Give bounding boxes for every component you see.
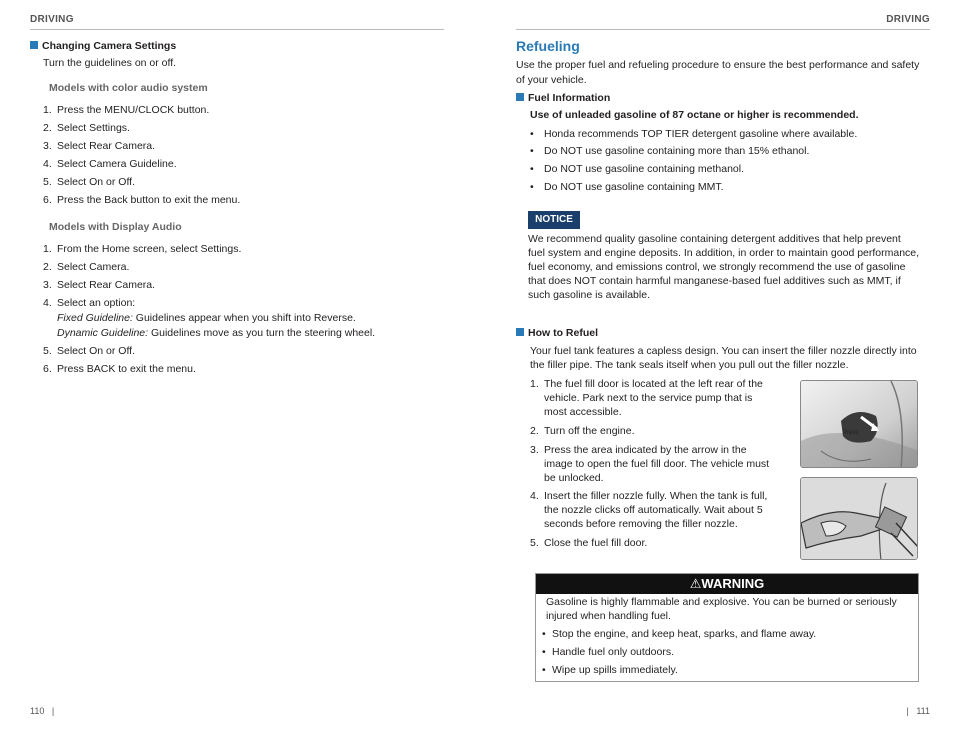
- page-number: 110 |: [30, 706, 55, 716]
- warning-triangle-icon: ⚠: [689, 576, 702, 591]
- heading-text: Changing Camera Settings: [42, 40, 177, 52]
- fuel-door-image: [800, 380, 918, 468]
- step: 1. Press the MENU/CLOCK button.: [43, 104, 210, 116]
- refuel-step-cont: most accessible.: [544, 406, 622, 418]
- intro-line: of your vehicle.: [516, 74, 587, 86]
- step: 4. Select an option:: [43, 297, 136, 309]
- option-fixed: Fixed Guideline: Guidelines appear when you shift into Reverse.: [57, 312, 356, 324]
- fuel-bullet: • Do NOT use gasoline containing MMT.: [530, 181, 724, 193]
- section-square-icon: [516, 93, 524, 101]
- fuel-bullet: • Honda recommends TOP TIER detergent gasoline where available.: [530, 128, 858, 140]
- press-label: Press: [843, 430, 859, 436]
- warning-header: ⚠WARNING: [536, 574, 918, 594]
- section-header: DRIVING: [30, 14, 74, 25]
- warning-bullet: • Stop the engine, and keep heat, sparks, and flame away.: [542, 628, 817, 640]
- step: 5. Select On or Off.: [43, 176, 136, 188]
- refuel-step: 3. Press the area indicated by the arrow in the: [530, 444, 747, 456]
- section-header: DRIVING: [886, 14, 930, 25]
- intro-line: Use the proper fuel and refueling procedure to ensure the best performance and safety: [516, 59, 920, 71]
- option-dynamic: Dynamic Guideline: Guidelines move as you turn the steering wheel.: [57, 327, 376, 339]
- section-square-icon: [516, 328, 524, 336]
- refuel-step: 1. The fuel fill door is located at the left rear of the: [530, 378, 763, 390]
- fuel-info-heading: Fuel Information: [516, 92, 610, 104]
- fuel-door-illustration: [801, 381, 918, 468]
- refuel-step-cont: be unlocked.: [544, 472, 604, 484]
- notice-line: fuel economy, and emissions control, we strongly recommend the use of gasoline: [528, 261, 906, 273]
- notice-line: that does NOT contain harmful manganese-based fuel additives such as MMT, if: [528, 275, 901, 287]
- refuel-step-cont: seconds before removing the filler nozzle.: [544, 518, 738, 530]
- camera-settings-heading: [30, 40, 176, 52]
- notice-line: such gasoline is available.: [528, 289, 650, 301]
- step: 6. Press the Back button to exit the menu.: [43, 194, 241, 206]
- section-square-icon: [30, 41, 38, 49]
- warning-box: [535, 573, 919, 682]
- right-page: [480, 0, 960, 738]
- warning-line: injured when handling fuel.: [546, 610, 671, 622]
- header-rule: [30, 29, 444, 30]
- refuel-step-cont: the nozzle clicks off automatically. Wait about 5: [544, 504, 763, 516]
- refuel-heading: How to Refuel: [516, 327, 598, 339]
- page-number: | 111: [906, 706, 930, 716]
- page-title: Refueling: [516, 38, 580, 54]
- step: 3. Select Rear Camera.: [43, 140, 156, 152]
- refuel-step: 5. Close the fuel fill door.: [530, 537, 648, 549]
- refuel-step-cont: image to open the fuel fill door. The vehicle must: [544, 458, 770, 470]
- nozzle-illustration: [801, 478, 918, 560]
- refuel-intro-line: Your fuel tank features a capless design. You can insert the filler nozzle directly into: [530, 345, 917, 357]
- step: 2. Select Settings.: [43, 122, 130, 134]
- warning-bullet: • Wipe up spills immediately.: [542, 664, 678, 676]
- warning-line: Gasoline is highly flammable and explosive. You can be burned or seriously: [546, 596, 897, 608]
- step: 4. Select Camera Guideline.: [43, 158, 177, 170]
- group1-title: Models with color audio system: [49, 82, 208, 94]
- fuel-bullet: • Do NOT use gasoline containing methanol.: [530, 163, 745, 175]
- refuel-step: 2. Turn off the engine.: [530, 425, 635, 437]
- header-rule: [516, 29, 930, 30]
- intro-text: Turn the guidelines on or off.: [43, 57, 177, 69]
- step: 6. Press BACK to exit the menu.: [43, 363, 196, 375]
- notice-line: We recommend quality gasoline containing detergent additives that help prevent: [528, 233, 901, 245]
- notice-line: fuel system and engine deposits. In addition, in order to maintain good performance,: [528, 247, 920, 259]
- fuel-bullet: • Do NOT use gasoline containing more than 15% ethanol.: [530, 145, 810, 157]
- refuel-step: 4. Insert the filler nozzle fully. When the tank is full,: [530, 490, 768, 502]
- refuel-step-cont: vehicle. Park next to the service pump that is: [544, 392, 753, 404]
- step: 3. Select Rear Camera.: [43, 279, 156, 291]
- group2-title: Models with Display Audio: [49, 221, 182, 233]
- fuel-info-bold: Use of unleaded gasoline of 87 octane or higher is recommended.: [530, 109, 859, 121]
- notice-badge: NOTICE: [528, 211, 580, 229]
- step: 5. Select On or Off.: [43, 345, 136, 357]
- nozzle-image: [800, 477, 918, 560]
- step: 1. From the Home screen, select Settings.: [43, 243, 242, 255]
- refuel-intro-line: the filler pipe. The tank seals itself when you pull out the filler nozzle.: [530, 359, 849, 371]
- warning-bullet: • Handle fuel only outdoors.: [542, 646, 674, 658]
- step: 2. Select Camera.: [43, 261, 130, 273]
